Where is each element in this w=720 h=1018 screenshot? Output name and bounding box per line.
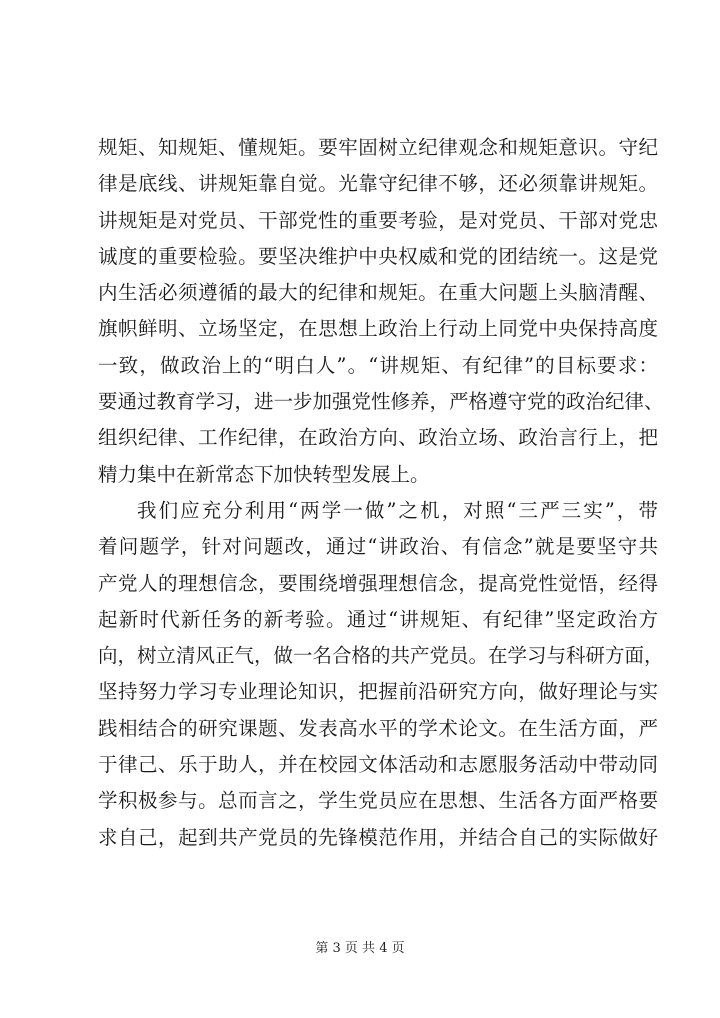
text-line: 坚持努力学习专业理论知识，把握前沿研究方向，做好理论与实 <box>98 680 658 704</box>
text-line: 精力集中在新常态下加快转型发展上。 <box>98 462 430 486</box>
text-line: 我们应充分利用“两学一做”之机，对照“三严三实”，带 <box>137 498 658 522</box>
text-line: 内生活必须遵循的最大的纪律和规矩。在重大问题上头脑清醒、 <box>98 281 658 305</box>
page-number-footer: 第 3 页 共 4 页 <box>315 941 405 956</box>
paragraph-1 <box>98 130 664 493</box>
paragraph-2 <box>98 493 664 856</box>
text-line: 规矩、知规矩、懂规矩。要牢固树立纪律观念和规矩意识。守纪 <box>98 136 658 159</box>
text-line: 着问题学，针对问题改，通过“讲政治、有信念”就是要坚守共 <box>98 535 658 559</box>
text-line: 起新时代新任务的新考验。通过“讲规矩、有纪律”坚定政治方 <box>98 607 658 631</box>
text-line: 旗帜鲜明、立场坚定，在思想上政治上行动上同党中央保持高度 <box>98 317 658 341</box>
text-line: 于律己、乐于助人，并在校园文体活动和志愿服务活动中带动同 <box>98 753 658 777</box>
text-line: 求自己，起到共产党员的先锋模范作用，并结合自己的实际做好 <box>98 825 658 849</box>
text-line: 讲规矩是对党员、干部党性的重要考验，是对党员、干部对党忠 <box>98 208 658 232</box>
text-line: 要通过教育学习，进一步加强党性修养，严格遵守党的政治纪律、 <box>98 390 664 414</box>
text-line: 向，树立清风正气，做一名合格的共产党员。在学习与科研方面， <box>98 644 664 668</box>
text-line: 一致，做政治上的“明白人”。“讲规矩、有纪律”的目标要求： <box>98 353 658 377</box>
text-line: 产党人的理想信念，要围绕增强理想信念，提高党性觉悟，经得 <box>98 571 658 595</box>
text-line: 律是底线、讲规矩靠自觉。光靠守纪律不够，还必须靠讲规矩。 <box>98 172 658 196</box>
text-line: 学积极参与。总而言之，学生党员应在思想、生活各方面严格要 <box>98 789 658 813</box>
body-text <box>98 130 664 856</box>
text-line: 践相结合的研究课题、发表高水平的学术论文。在生活方面，严 <box>98 716 658 740</box>
text-line: 诚度的重要检验。要坚决维护中央权威和党的团结统一。这是党 <box>98 244 658 268</box>
text-line: 组织纪律、工作纪律，在政治方向、政治立场、政治言行上，把 <box>98 426 658 450</box>
